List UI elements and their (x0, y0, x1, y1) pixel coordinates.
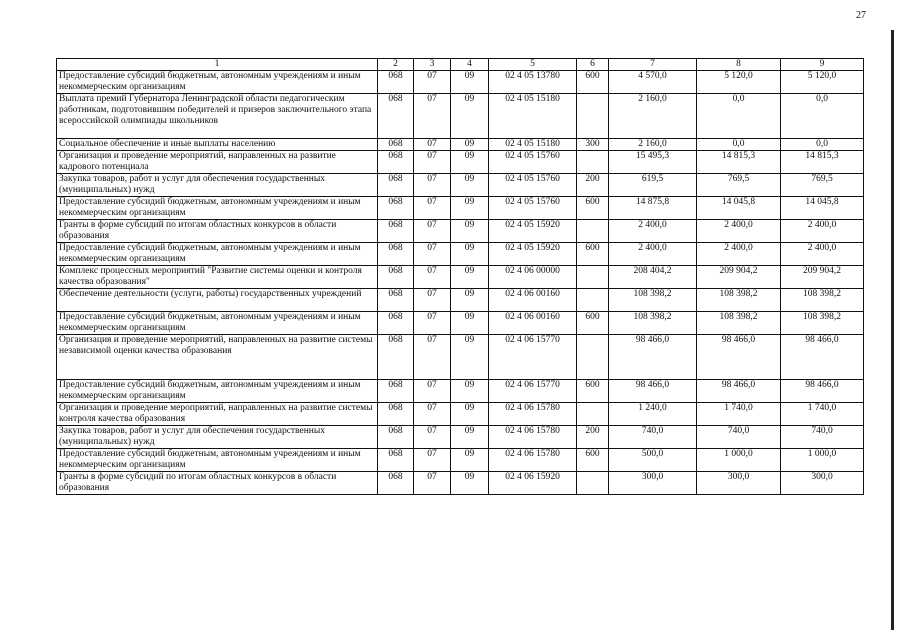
code-cell: 068 (378, 449, 414, 472)
amount-cell: 0,0 (697, 139, 781, 151)
amount-cell: 2 400,0 (609, 220, 697, 243)
expense-type-cell: 600 (577, 71, 609, 94)
row-name-cell: Предоставление субсидий бюджетным, автономным учреждениям и иным некоммерческим организациям (57, 71, 378, 94)
code-cell: 068 (378, 426, 414, 449)
subsection-cell: 09 (451, 266, 489, 289)
subsection-cell: 09 (451, 426, 489, 449)
row-name-cell: Социальное обеспечение и иные выплаты населению (57, 139, 378, 151)
section-cell: 07 (414, 71, 451, 94)
page-number: 27 (856, 10, 866, 21)
subsection-cell: 09 (451, 380, 489, 403)
subsection-cell: 09 (451, 197, 489, 220)
amount-cell: 98 466,0 (609, 380, 697, 403)
amount-cell: 2 400,0 (781, 243, 864, 266)
amount-cell: 98 466,0 (697, 380, 781, 403)
code-cell: 068 (378, 94, 414, 139)
amount-cell: 300,0 (781, 472, 864, 495)
amount-cell: 740,0 (781, 426, 864, 449)
amount-cell: 108 398,2 (697, 289, 781, 312)
budget-table (56, 58, 864, 495)
amount-cell: 5 120,0 (781, 71, 864, 94)
table-row (57, 71, 864, 94)
section-cell: 07 (414, 94, 451, 139)
section-cell: 07 (414, 174, 451, 197)
expense-type-cell: 600 (577, 197, 609, 220)
section-cell: 07 (414, 449, 451, 472)
column-header: 1 (57, 59, 378, 71)
row-name-cell: Организация и проведение мероприятий, направленных на развитие системы контроля качества образования (57, 403, 378, 426)
code-cell: 068 (378, 220, 414, 243)
amount-cell: 209 904,2 (697, 266, 781, 289)
amount-cell: 14 045,8 (697, 197, 781, 220)
subsection-cell: 09 (451, 174, 489, 197)
subsection-cell: 09 (451, 139, 489, 151)
expense-type-cell (577, 289, 609, 312)
target-article-cell: 02 4 06 00000 (489, 266, 577, 289)
expense-type-cell (577, 151, 609, 174)
target-article-cell: 02 4 05 15920 (489, 243, 577, 266)
amount-cell: 619,5 (609, 174, 697, 197)
amount-cell: 5 120,0 (697, 71, 781, 94)
amount-cell: 2 400,0 (609, 243, 697, 266)
amount-cell: 2 160,0 (609, 94, 697, 139)
amount-cell: 2 400,0 (697, 220, 781, 243)
row-name-cell: Предоставление субсидий бюджетным, автономным учреждениям и иным некоммерческим организациям (57, 380, 378, 403)
code-cell: 068 (378, 380, 414, 403)
expense-type-cell: 600 (577, 380, 609, 403)
amount-cell: 769,5 (781, 174, 864, 197)
amount-cell: 500,0 (609, 449, 697, 472)
subsection-cell: 09 (451, 243, 489, 266)
row-name-cell: Закупка товаров, работ и услуг для обеспечения государственных (муниципальных) нужд (57, 174, 378, 197)
section-cell: 07 (414, 139, 451, 151)
expense-type-cell (577, 472, 609, 495)
table-row (57, 94, 864, 139)
amount-cell: 108 398,2 (781, 312, 864, 335)
code-cell: 068 (378, 403, 414, 426)
table-row (57, 266, 864, 289)
row-name-cell: Комплекс процессных мероприятий "Развитие системы оценки и контроля качества образования" (57, 266, 378, 289)
section-cell: 07 (414, 335, 451, 380)
expense-type-cell (577, 94, 609, 139)
table-row (57, 449, 864, 472)
section-cell: 07 (414, 312, 451, 335)
row-name-cell: Организация и проведение мероприятий, направленных на развитие кадрового потенциала (57, 151, 378, 174)
amount-cell: 1 000,0 (781, 449, 864, 472)
expense-type-cell: 200 (577, 426, 609, 449)
table-row (57, 472, 864, 495)
section-cell: 07 (414, 220, 451, 243)
code-cell: 068 (378, 243, 414, 266)
subsection-cell: 09 (451, 449, 489, 472)
table-row (57, 289, 864, 312)
amount-cell: 98 466,0 (781, 380, 864, 403)
expense-type-cell: 600 (577, 449, 609, 472)
amount-cell: 1 000,0 (697, 449, 781, 472)
column-header: 7 (609, 59, 697, 71)
amount-cell: 14 875,8 (609, 197, 697, 220)
subsection-cell: 09 (451, 71, 489, 94)
code-cell: 068 (378, 174, 414, 197)
amount-cell: 108 398,2 (609, 312, 697, 335)
table-row (57, 380, 864, 403)
subsection-cell: 09 (451, 220, 489, 243)
amount-cell: 2 400,0 (697, 243, 781, 266)
row-name-cell: Гранты в форме субсидий по итогам областных конкурсов в области образования (57, 472, 378, 495)
section-cell: 07 (414, 403, 451, 426)
column-header: 4 (451, 59, 489, 71)
amount-cell: 300,0 (609, 472, 697, 495)
expense-type-cell (577, 403, 609, 426)
amount-cell: 98 466,0 (781, 335, 864, 380)
amount-cell: 0,0 (781, 94, 864, 139)
column-header: 8 (697, 59, 781, 71)
amount-cell: 98 466,0 (609, 335, 697, 380)
target-article-cell: 02 4 06 15770 (489, 380, 577, 403)
code-cell: 068 (378, 266, 414, 289)
expense-type-cell (577, 220, 609, 243)
row-name-cell: Организация и проведение мероприятий, направленных на развитие системы независимой оценки качества образования (57, 335, 378, 380)
target-article-cell: 02 4 05 15760 (489, 151, 577, 174)
section-cell: 07 (414, 266, 451, 289)
target-article-cell: 02 4 05 13780 (489, 71, 577, 94)
row-name-cell: Обеспечение деятельности (услуги, работы) государственных учреждений (57, 289, 378, 312)
row-name-cell: Предоставление субсидий бюджетным, автономным учреждениям и иным некоммерческим организациям (57, 243, 378, 266)
amount-cell: 4 570,0 (609, 71, 697, 94)
column-header: 5 (489, 59, 577, 71)
target-article-cell: 02 4 05 15760 (489, 174, 577, 197)
page-edge-border (891, 30, 894, 630)
amount-cell: 1 740,0 (781, 403, 864, 426)
column-header: 3 (414, 59, 451, 71)
subsection-cell: 09 (451, 472, 489, 495)
section-cell: 07 (414, 243, 451, 266)
amount-cell: 98 466,0 (697, 335, 781, 380)
subsection-cell: 09 (451, 312, 489, 335)
table-row (57, 312, 864, 335)
expense-type-cell: 200 (577, 174, 609, 197)
section-cell: 07 (414, 472, 451, 495)
amount-cell: 108 398,2 (697, 312, 781, 335)
target-article-cell: 02 4 06 15780 (489, 403, 577, 426)
table-row (57, 335, 864, 380)
amount-cell: 2 160,0 (609, 139, 697, 151)
subsection-cell: 09 (451, 289, 489, 312)
table-row (57, 174, 864, 197)
section-cell: 07 (414, 197, 451, 220)
table-row (57, 220, 864, 243)
expense-type-cell (577, 266, 609, 289)
row-name-cell: Гранты в форме субсидий по итогам областных конкурсов в области образования (57, 220, 378, 243)
code-cell: 068 (378, 472, 414, 495)
section-cell: 07 (414, 426, 451, 449)
code-cell: 068 (378, 289, 414, 312)
amount-cell: 0,0 (697, 94, 781, 139)
table-body (57, 71, 864, 495)
target-article-cell: 02 4 06 15770 (489, 335, 577, 380)
row-name-cell: Предоставление субсидий бюджетным, автономным учреждениям и иным некоммерческим организациям (57, 449, 378, 472)
target-article-cell: 02 4 06 15780 (489, 426, 577, 449)
table-row (57, 139, 864, 151)
code-cell: 068 (378, 197, 414, 220)
target-article-cell: 02 4 06 00160 (489, 312, 577, 335)
amount-cell: 108 398,2 (781, 289, 864, 312)
table-row (57, 243, 864, 266)
target-article-cell: 02 4 05 15180 (489, 139, 577, 151)
column-header: 9 (781, 59, 864, 71)
amount-cell: 769,5 (697, 174, 781, 197)
subsection-cell: 09 (451, 94, 489, 139)
amount-cell: 300,0 (697, 472, 781, 495)
target-article-cell: 02 4 05 15180 (489, 94, 577, 139)
amount-cell: 1 740,0 (697, 403, 781, 426)
amount-cell: 0,0 (781, 139, 864, 151)
expense-type-cell: 300 (577, 139, 609, 151)
code-cell: 068 (378, 335, 414, 380)
code-cell: 068 (378, 71, 414, 94)
amount-cell: 14 815,3 (697, 151, 781, 174)
amount-cell: 208 404,2 (609, 266, 697, 289)
column-header: 2 (378, 59, 414, 71)
target-article-cell: 02 4 06 15920 (489, 472, 577, 495)
code-cell: 068 (378, 312, 414, 335)
row-name-cell: Предоставление субсидий бюджетным, автономным учреждениям и иным некоммерческим организациям (57, 312, 378, 335)
table-row (57, 426, 864, 449)
row-name-cell: Выплата премий Губернатора Ленинградской области педагогическим работникам, подготовившим победителей и призеров заключительного этапа всероссийской олимпиады школьников (57, 94, 378, 139)
amount-cell: 2 400,0 (781, 220, 864, 243)
row-name-cell: Предоставление субсидий бюджетным, автономным учреждениям и иным некоммерческим организациям (57, 197, 378, 220)
header-row (57, 59, 864, 71)
expense-type-cell: 600 (577, 243, 609, 266)
section-cell: 07 (414, 289, 451, 312)
row-name-cell: Закупка товаров, работ и услуг для обеспечения государственных (муниципальных) нужд (57, 426, 378, 449)
table-row (57, 403, 864, 426)
table-row (57, 151, 864, 174)
amount-cell: 209 904,2 (781, 266, 864, 289)
code-cell: 068 (378, 139, 414, 151)
column-header: 6 (577, 59, 609, 71)
amount-cell: 14 045,8 (781, 197, 864, 220)
amount-cell: 740,0 (697, 426, 781, 449)
expense-type-cell (577, 335, 609, 380)
target-article-cell: 02 4 05 15760 (489, 197, 577, 220)
target-article-cell: 02 4 06 15780 (489, 449, 577, 472)
amount-cell: 740,0 (609, 426, 697, 449)
table-row (57, 197, 864, 220)
target-article-cell: 02 4 05 15920 (489, 220, 577, 243)
code-cell: 068 (378, 151, 414, 174)
section-cell: 07 (414, 380, 451, 403)
expense-type-cell: 600 (577, 312, 609, 335)
amount-cell: 1 240,0 (609, 403, 697, 426)
amount-cell: 108 398,2 (609, 289, 697, 312)
amount-cell: 15 495,3 (609, 151, 697, 174)
amount-cell: 14 815,3 (781, 151, 864, 174)
subsection-cell: 09 (451, 403, 489, 426)
subsection-cell: 09 (451, 151, 489, 174)
section-cell: 07 (414, 151, 451, 174)
subsection-cell: 09 (451, 335, 489, 380)
target-article-cell: 02 4 06 00160 (489, 289, 577, 312)
